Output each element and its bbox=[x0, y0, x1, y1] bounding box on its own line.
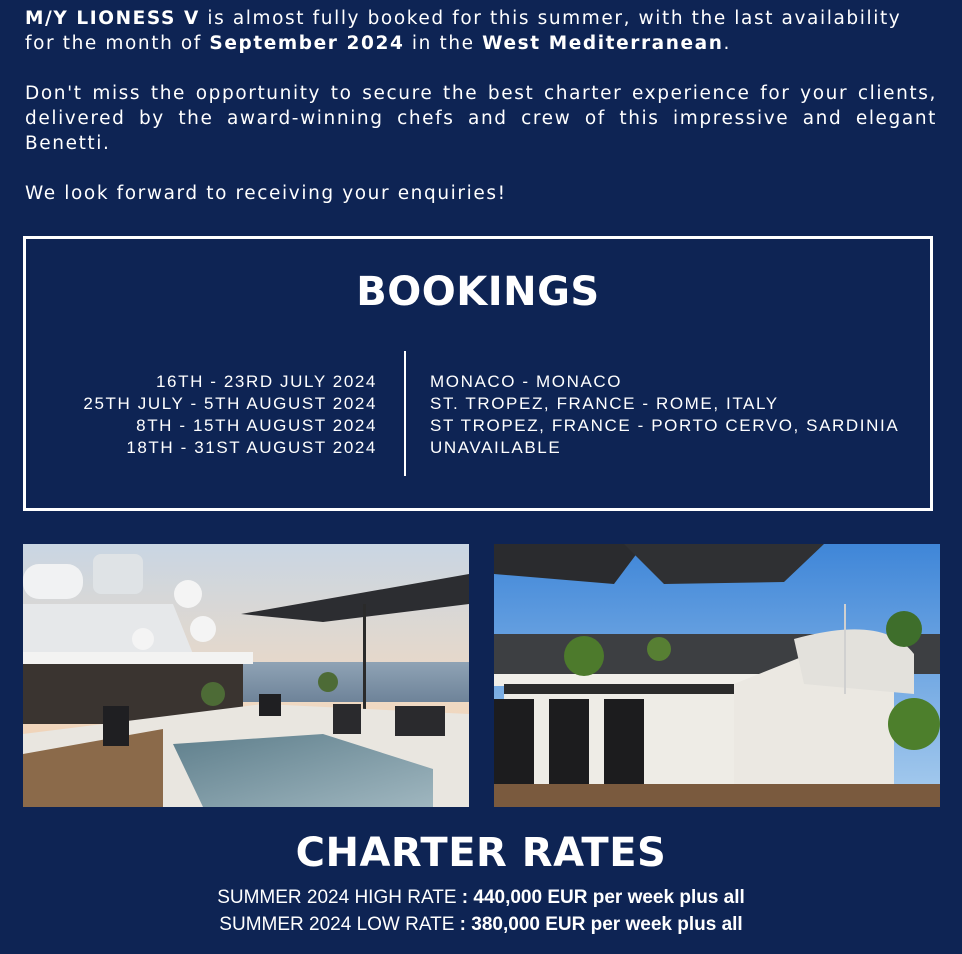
sundeck-pool-photo bbox=[23, 544, 469, 807]
booking-dates-column bbox=[83, 371, 377, 459]
high-rate-label: SUMMER 2024 HIGH RATE bbox=[217, 887, 457, 908]
booking-route: MONACO - MONACO bbox=[430, 372, 623, 391]
rate-colon: : bbox=[461, 887, 469, 908]
booking-dates: 18TH - 31ST AUGUST 2024 bbox=[126, 438, 377, 457]
booking-dates: 25TH JULY - 5TH AUGUST 2024 bbox=[83, 394, 377, 413]
intro-text-span: is almost fully booked for this summer, with the last availability for the month of bbox=[25, 8, 902, 54]
booking-dates: 16TH - 23RD JULY 2024 bbox=[155, 372, 377, 391]
high-rate-line bbox=[0, 887, 962, 909]
bookings-divider bbox=[404, 351, 406, 476]
bookings-box bbox=[23, 236, 933, 511]
rate-colon: : bbox=[459, 914, 466, 935]
high-rate-value: 440,000 EUR per week plus all bbox=[473, 887, 745, 908]
intro-text-span: . bbox=[723, 33, 732, 54]
booking-route: ST TROPEZ, FRANCE - PORTO CERVO, SARDINIA bbox=[430, 416, 900, 435]
intro-text-span: in the bbox=[404, 33, 483, 54]
intro-paragraph-enquiries: We look forward to receiving your enquiries! bbox=[25, 183, 507, 204]
low-rate-value: 380,000 EUR per week plus all bbox=[471, 914, 743, 935]
low-rate-label: SUMMER 2024 LOW RATE bbox=[219, 914, 455, 935]
booking-places-column bbox=[430, 371, 899, 459]
sundeck-bar-photo bbox=[494, 544, 940, 807]
booking-route: ST. TROPEZ, FRANCE - ROME, ITALY bbox=[430, 394, 779, 413]
bookings-title: BOOKINGS bbox=[356, 269, 600, 315]
booking-dates: 8TH - 15TH AUGUST 2024 bbox=[136, 416, 377, 435]
intro-text bbox=[25, 6, 937, 206]
available-region: West Mediterranean bbox=[482, 33, 724, 54]
intro-paragraph-opportunity: Don't miss the opportunity to secure the best charter experience for your clients, delivered by the award-winning chefs and crew of this impressive and elegant Benetti. bbox=[25, 83, 937, 154]
intro-paragraph-availability bbox=[25, 6, 937, 56]
low-rate-line bbox=[0, 914, 962, 936]
charter-rates-title: CHARTER RATES bbox=[295, 830, 667, 876]
booking-route: UNAVAILABLE bbox=[430, 438, 562, 457]
available-month: September 2024 bbox=[209, 33, 405, 54]
yacht-name: M/Y LIONESS V bbox=[25, 8, 200, 29]
